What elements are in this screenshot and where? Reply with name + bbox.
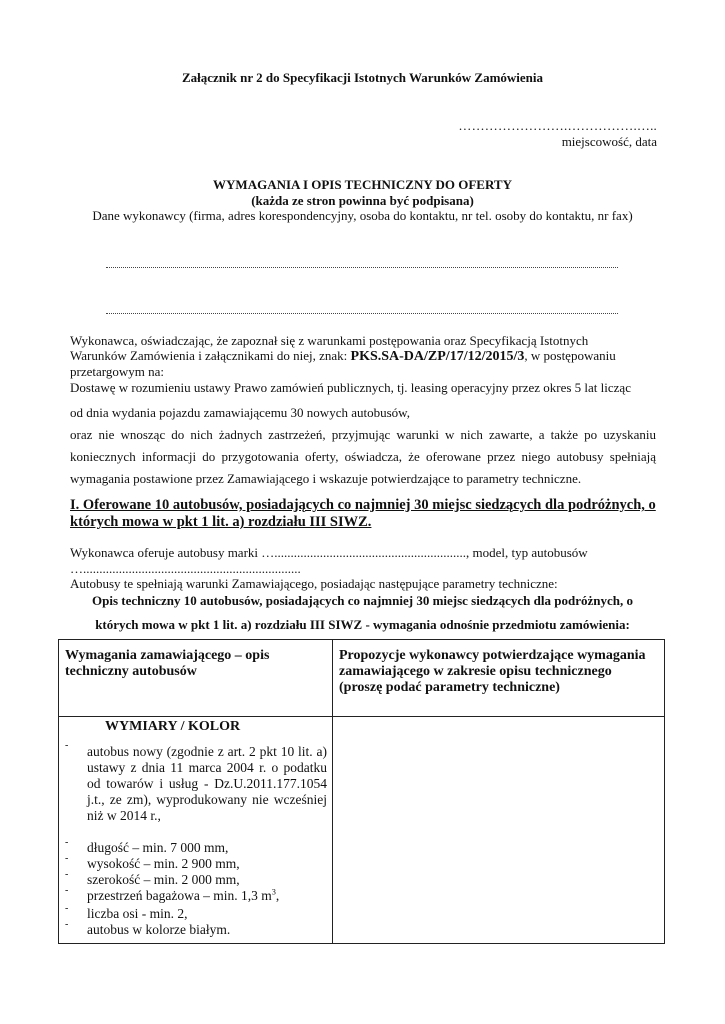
specification-table — [58, 639, 665, 944]
subject-line-2: od dnia wydania pojazdu zamawiającemu 30 nowych autobusów, — [70, 405, 410, 420]
contractor-data-line-1 — [106, 267, 618, 268]
requirement-new-bus: autobus nowy (zgodnie z art. 2 pkt 10 lit. a) ustawy z dnia 11 marca 2004 r. o podatku od towarów i usług - Dz.U.2011.177.1054 j.t., ze zm), wyprodukowany nie wcześniej niż w 2014 r., — [87, 744, 327, 823]
declaration-line-2 — [70, 348, 660, 364]
table-header-row — [59, 640, 665, 717]
declaration-line-2-end: , w postępowaniu — [524, 348, 616, 363]
reference-number: PKS.SA-DA/ZP/17/12/2015/3 — [350, 349, 525, 364]
parameters-statement: Autobusy te spełniają warunki Zamawiającego, posiadając następujące parametry techniczne: — [70, 576, 558, 591]
requirement-length: długość – min. 7 000 mm, — [87, 840, 229, 855]
attachment-title: Załącznik nr 2 do Specyfikacji Istotnych Warunków Zamówienia — [181, 70, 544, 85]
requirement-color: autobus w kolorze białym. — [87, 922, 231, 937]
spec-title-line-2: których mowa w pkt 1 lit. a) rozdziału III SIWZ - wymagania odnośnie przedmiotu zamówienia: — [95, 617, 630, 632]
place-date-label: miejscowość, data — [561, 134, 657, 149]
document-subheading: (każda ze stron powinna być podpisana) — [251, 193, 474, 208]
header-requirements: Wymagania zamawiającego – opis techniczny autobusów — [59, 640, 333, 717]
declaration-line-1: Wykonawca, oświadczając, że zapoznał się z warunkami postępowania oraz Specyfikacją Istotnych — [70, 333, 589, 348]
proposal-cell[interactable] — [333, 717, 665, 944]
table-row — [59, 717, 665, 944]
requirement-luggage-text: przestrzeń bagażowa – min. 1,3 m — [87, 888, 272, 903]
requirements-cell — [59, 717, 333, 944]
declaration-paragraph — [70, 333, 660, 379]
bullet-marker: - — [65, 869, 69, 880]
bullet-marker: - — [65, 740, 69, 751]
subject-line-3: oraz nie wnosząc do nich żadnych zastrzeżeń, przyjmując warunki w nich zawarte, a także po uzyskaniu — [70, 427, 656, 442]
subject-line-5: wymagania postawione przez Zamawiającego i wskazuje potwierdzające to parametry techniczne. — [70, 471, 582, 486]
comma: , — [275, 888, 280, 903]
requirement-axles: liczba osi - min. 2, — [87, 906, 188, 921]
section-title: I. Oferowane 10 autobusów, posiadających co najmniej 30 miejsc siedzących dla podróżnych, o których mowa w pkt 1 lit. a) rozdziału III SIWZ. — [70, 497, 656, 530]
bullet-marker: - — [65, 919, 69, 930]
spec-title-line-1: Opis techniczny 10 autobusów, posiadających co najmniej 30 miejsc siedzących dla podróżnych, o — [92, 593, 633, 608]
bullet-marker: - — [65, 853, 69, 864]
dimensions-heading: WYMIARY / KOLOR — [105, 719, 241, 734]
requirement-luggage — [87, 888, 327, 904]
requirement-height: wysokość – min. 2 900 mm, — [87, 856, 240, 871]
requirement-width: szerokość – min. 2 000 mm, — [87, 872, 240, 887]
document-heading: WYMAGANIA I OPIS TECHNICZNY DO OFERTY — [213, 177, 512, 192]
bullet-marker: - — [65, 903, 69, 914]
offer-model-dots: …................................................................... — [70, 561, 301, 576]
header-proposals: Propozycje wykonawcy potwierdzające wymagania zamawiającego w zakresie opisu technicznego (proszę podać parametry techniczne) — [333, 640, 665, 717]
contractor-data-label: Dane wykonawcy (firma, adres korespondencyjny, osoba do kontaktu, nr tel. osoby do kontaktu, nr fax) — [92, 208, 633, 223]
subject-line-1: Dostawę w rozumieniu ustawy Prawo zamówień publicznych, tj. leasing operacyjny przez okres 5 lat licząc — [70, 380, 631, 395]
superscript-three: 3 — [271, 887, 276, 897]
place-date-dots: …………………….…………….….. — [458, 118, 657, 133]
subject-line-4: koniecznych informacji do przygotowania oferty, oświadcza, że oferowane przez niego autobusy spełniają — [70, 449, 656, 464]
declaration-line-2-start: Warunków Zamówienia i załącznikami do niej, znak: — [70, 348, 351, 363]
offer-line: Wykonawca oferuje autobusy marki …..........................................................., model, typ autobusów — [70, 545, 588, 560]
bullet-marker: - — [65, 885, 69, 896]
contractor-data-line-2 — [106, 313, 618, 314]
bullet-marker: - — [65, 837, 69, 848]
declaration-line-3: przetargowym na: — [70, 364, 164, 379]
